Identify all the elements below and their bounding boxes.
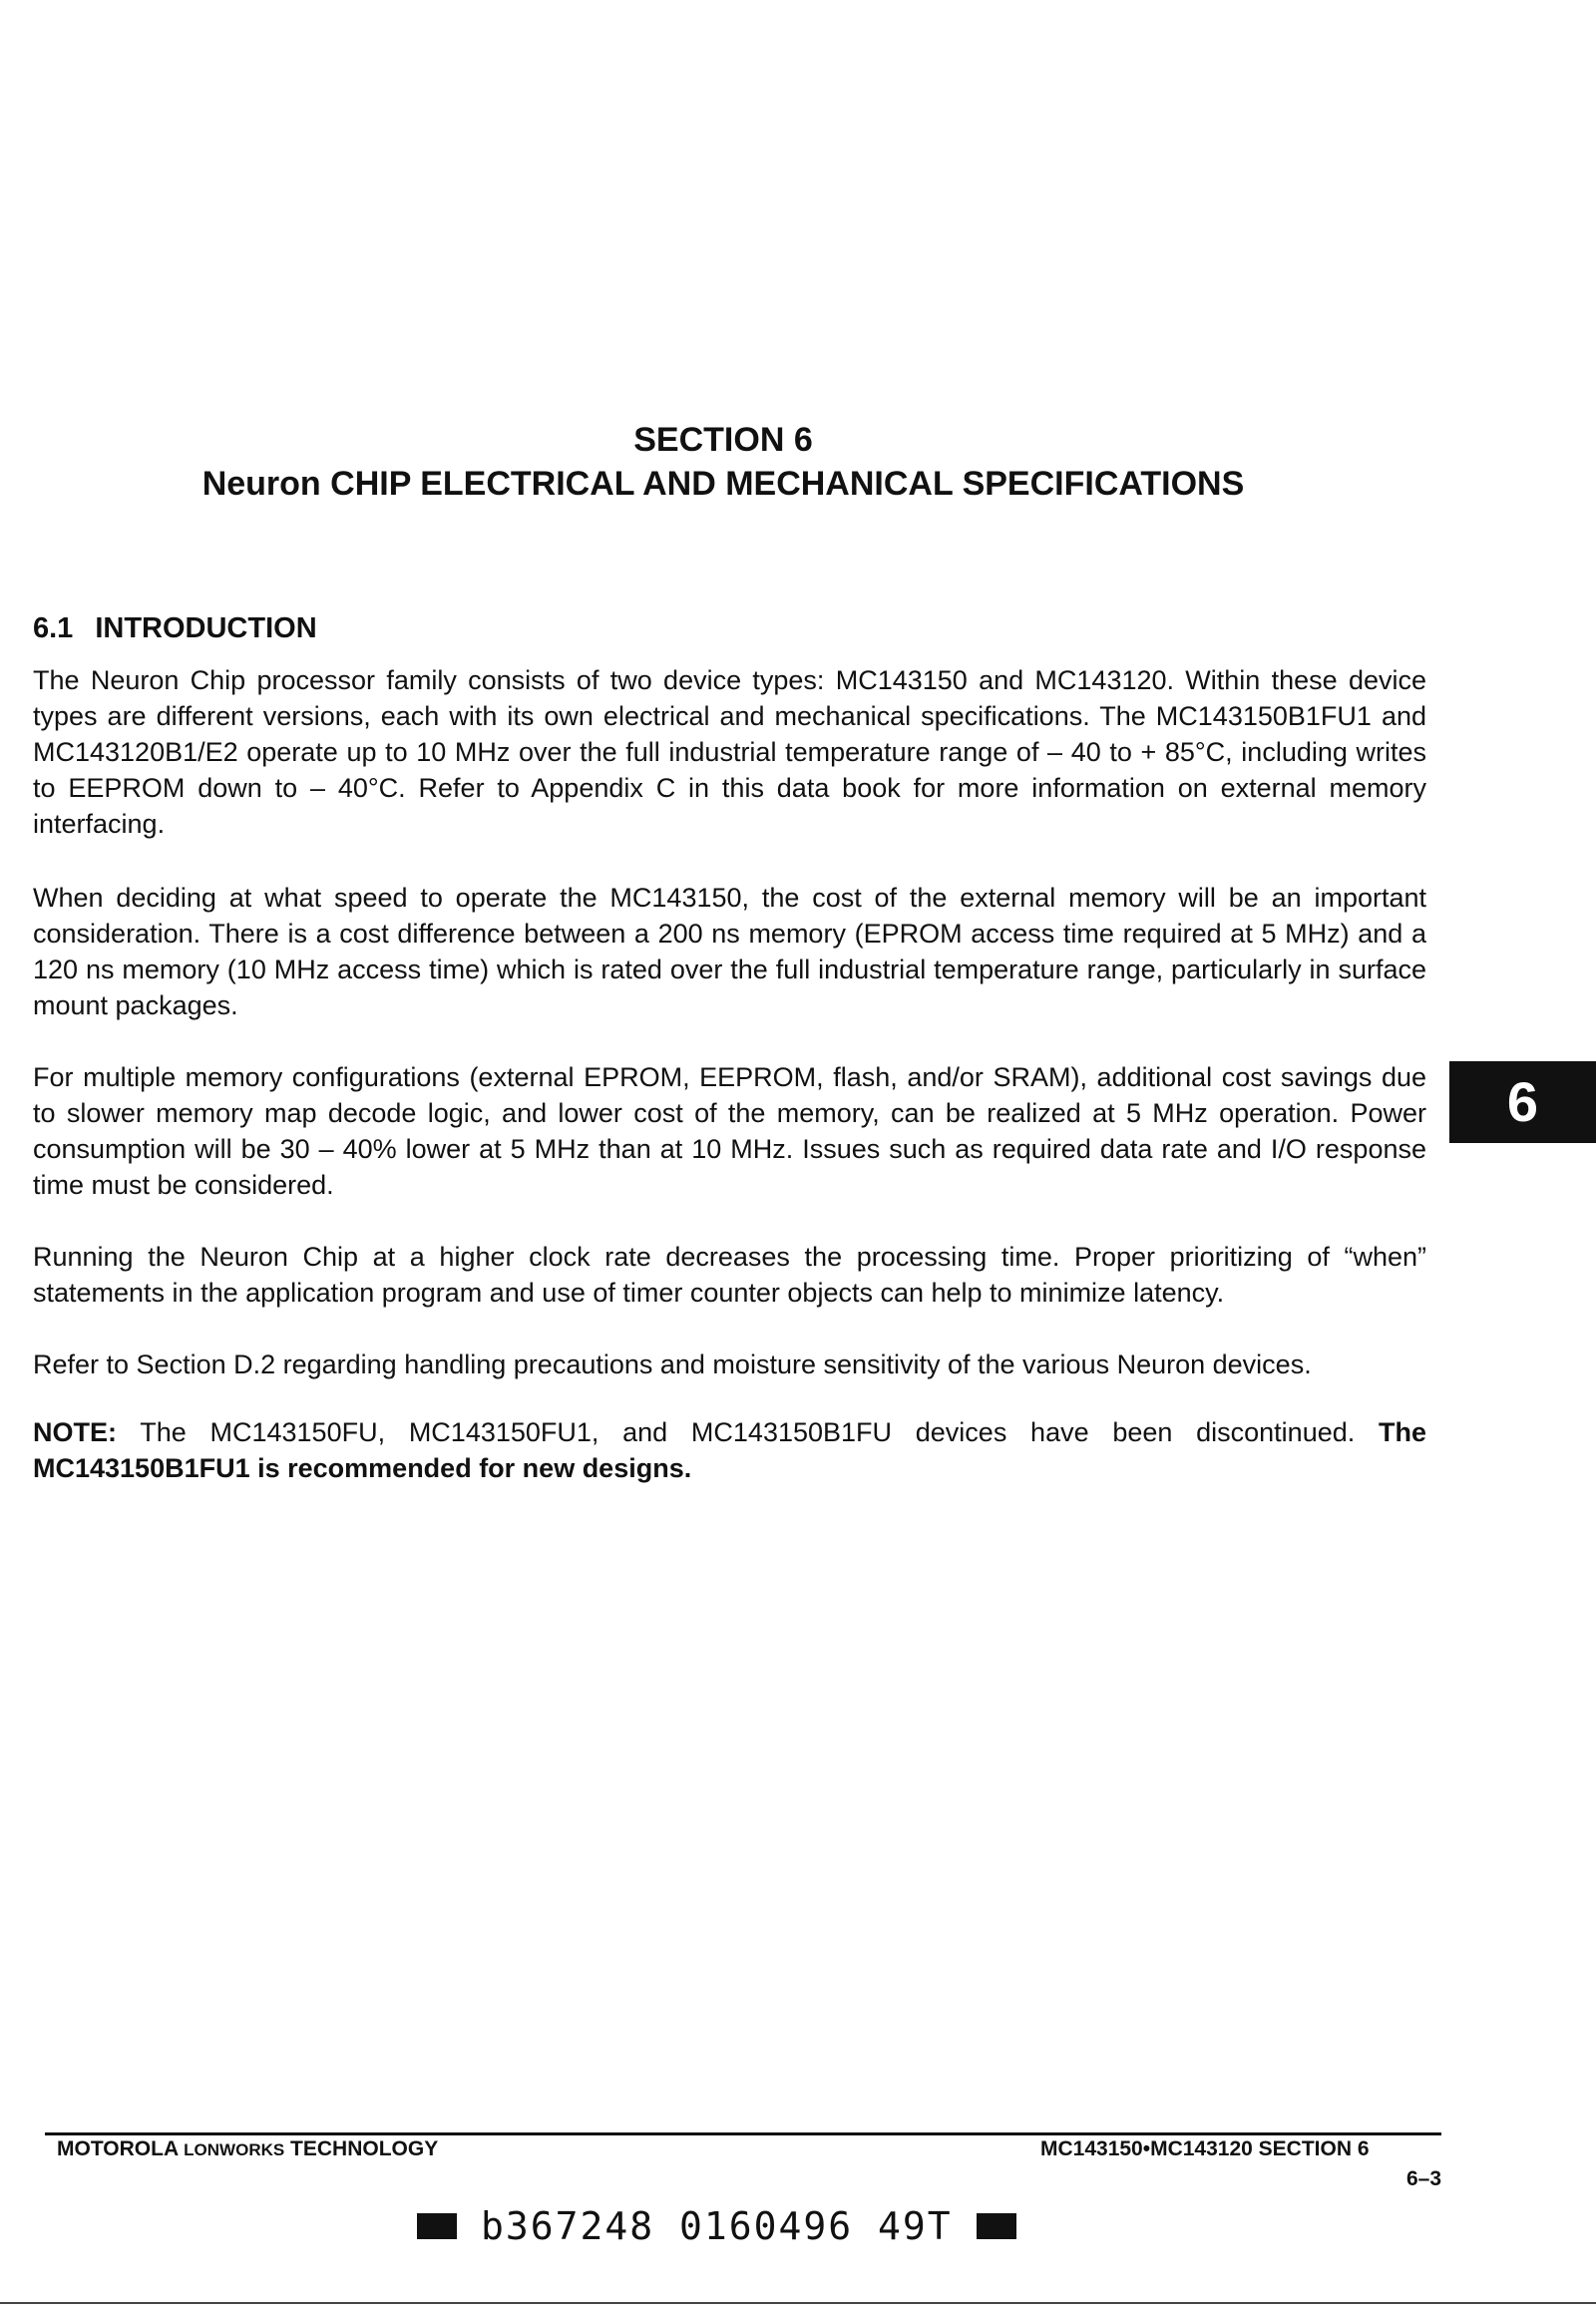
note-emphasis: The MC143150B1FU1 is recommended for new designs. bbox=[33, 1417, 1426, 1483]
footer-brand-main: MOTOROLA bbox=[57, 2137, 185, 2160]
barcode-text: b367248 0160496 49T bbox=[481, 2204, 953, 2248]
footer-doc-id: MC143150•MC143120 SECTION 6 bbox=[1040, 2137, 1370, 2160]
page-number: 6–3 bbox=[1406, 2167, 1442, 2190]
chapter-title: Neuron CHIP ELECTRICAL AND MECHANICAL SPECIFICATIONS bbox=[201, 465, 1245, 503]
paragraph-5: Refer to Section D.2 regarding handling precautions and moisture sensitivity of the various Neuron devices. bbox=[33, 1349, 1312, 1379]
section-number: 6.1 bbox=[33, 612, 74, 644]
paragraph-1: The Neuron Chip processor family consists of two device types: MC143150 and MC143120. Within these device types are different versions, each with its own electrical and mechanical specifications. The MC143150B1FU1 and MC143120B1/E2 operate up to 10 MHz over the full industrial temperature range of – 40 to + 85°C, including writes to EEPROM down to – 40°C. Refer to Appendix C in this data book for more information on external memory interfacing. bbox=[33, 665, 1426, 839]
footer-brand bbox=[57, 2137, 438, 2161]
barcode-line bbox=[417, 2206, 1016, 2246]
section-heading-text: INTRODUCTION bbox=[95, 612, 317, 644]
section-title: SECTION 6 bbox=[633, 421, 813, 459]
barcode-right-block bbox=[977, 2213, 1016, 2239]
footer-brand-tail: TECHNOLOGY bbox=[284, 2137, 439, 2160]
section-tab-marker: 6 bbox=[1449, 1061, 1596, 1143]
note-label: NOTE: bbox=[33, 1417, 117, 1447]
note-text: The MC143150FU, MC143150FU1, and MC143150B1FU devices have been discontinued. bbox=[117, 1417, 1379, 1447]
note-paragraph bbox=[33, 1414, 1426, 1486]
bottom-edge-line bbox=[0, 2302, 1596, 2304]
footer-divider bbox=[45, 2132, 1441, 2135]
footer-brand-lonworks: LONWORKS bbox=[184, 2140, 285, 2159]
barcode-left-block bbox=[417, 2213, 457, 2239]
paragraph-4: Running the Neuron Chip at a higher clock rate decreases the processing time. Proper prioritizing of “when” statements in the application program and use of timer counter objects can help to minimize latency. bbox=[33, 1242, 1426, 1308]
paragraph-2: When deciding at what speed to operate the MC143150, the cost of the external memory will be an important consideration. There is a cost difference between a 200 ns memory (EPROM access time required at 5 MHz) and a 120 ns memory (10 MHz access time) which is rated over the full industrial temperature range, particularly in surface mount packages. bbox=[33, 883, 1426, 1020]
paragraph-3: For multiple memory configurations (external EPROM, EEPROM, flash, and/or SRAM), additional cost savings due to slower memory map decode logic, and lower cost of the memory, can be realized at 5 MHz operation. Power consumption will be 30 – 40% lower at 5 MHz than at 10 MHz. Issues such as required data rate and I/O response time must be considered. bbox=[33, 1062, 1426, 1200]
section-heading bbox=[33, 612, 317, 645]
